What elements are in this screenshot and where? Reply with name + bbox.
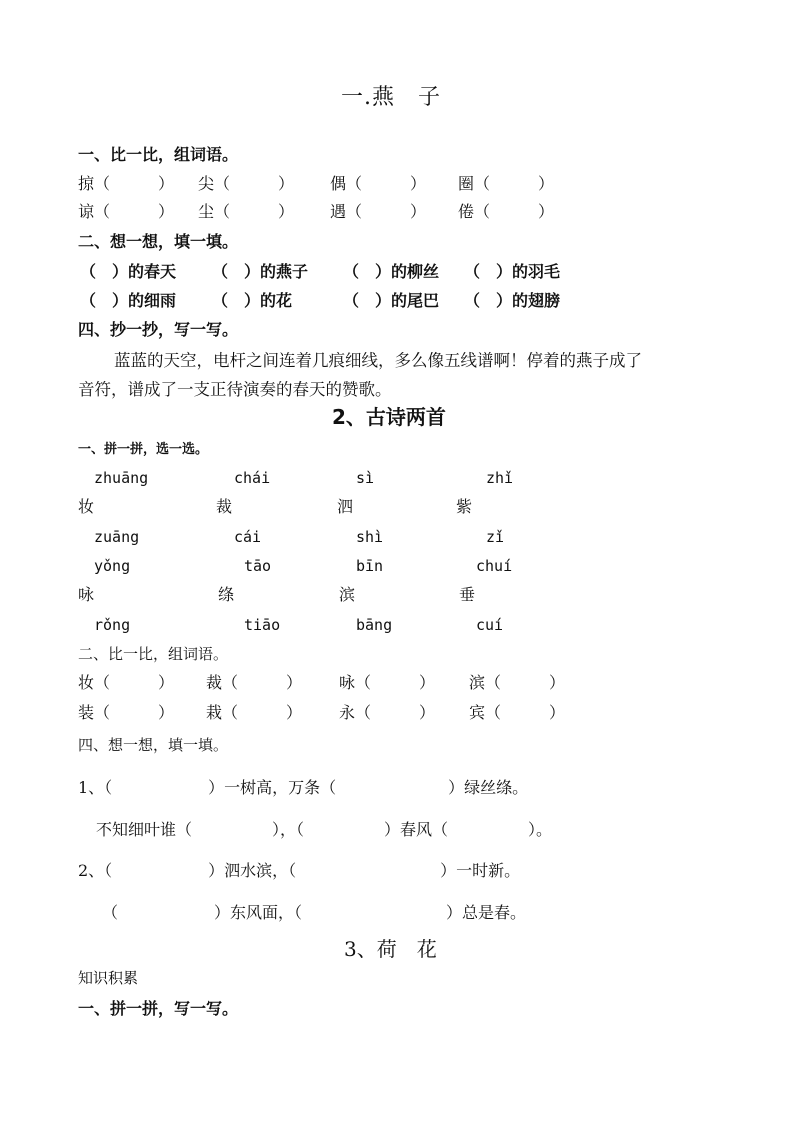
fill-blank: （ ）的羽毛	[464, 262, 561, 281]
word-pair: 裁（ ）	[206, 673, 303, 692]
lesson3-heading-pinyin: 一、拼一拼，写一写。	[78, 999, 239, 1018]
pinyin: zuāng	[94, 528, 140, 546]
fill-blank: （ ）的翅膀	[464, 291, 561, 310]
word-pair: 偶（ ）	[330, 174, 427, 193]
pinyin: zhǐ	[486, 469, 514, 487]
pinyin: tiāo	[244, 616, 281, 634]
word-pair: 圈（ ）	[458, 174, 555, 193]
lesson3-subtitle: 知识积累	[78, 969, 139, 987]
poem-line: 2、（ ）泗水滨，（ ）一时新。	[78, 861, 521, 880]
fill-blank: （ ）的春天	[80, 262, 177, 281]
copy-paragraph-line1: 蓝蓝的天空，电杆之间连着几痕细线，多么像五线谱啊！停着的燕子成了	[114, 351, 642, 370]
pinyin: tāo	[244, 557, 272, 575]
word-pair: 倦（ ）	[458, 202, 555, 221]
lesson1-heading-fill: 二、想一想，填一填。	[78, 232, 239, 251]
pinyin: rǒng	[94, 616, 131, 634]
fill-blank: （ ）的细雨	[80, 291, 177, 310]
lesson2-heading-fill: 四、想一想，填一填。	[78, 736, 229, 754]
fill-blank: （ ）的花	[212, 291, 293, 310]
word-pair: 妆（ ）	[78, 673, 175, 692]
word-pair: 遇（ ）	[330, 202, 427, 221]
word-pair: 装（ ）	[78, 703, 175, 722]
lesson2-heading-compare: 二、比一比，组词语。	[78, 645, 229, 663]
pinyin: shì	[356, 528, 384, 546]
character: 垂	[459, 585, 476, 604]
lesson1-title: 一.燕 子	[341, 85, 441, 110]
pinyin: cuí	[476, 616, 504, 634]
pinyin: zǐ	[486, 528, 505, 546]
lesson1-heading-copy: 四、抄一抄，写一写。	[78, 320, 239, 339]
fill-blank: （ ）的尾巴	[343, 291, 440, 310]
pinyin: cái	[234, 528, 262, 546]
pinyin: chuí	[476, 557, 513, 575]
pinyin: sì	[356, 469, 375, 487]
fill-blank: （ ）的柳丝	[343, 262, 440, 281]
lesson1-heading-compare: 一、比一比，组词语。	[78, 145, 239, 164]
copy-paragraph-line2: 音符，谱成了一支正待演奏的春天的赞歌。	[78, 380, 392, 399]
lesson2-title: 2、古诗两首	[332, 405, 446, 429]
character: 裁	[216, 497, 233, 516]
character: 妆	[78, 497, 95, 516]
word-pair: 尘（ ）	[198, 202, 295, 221]
character: 咏	[78, 585, 95, 604]
poem-line: 不知细叶谁（ ），（ ）春风（ ）。	[96, 820, 553, 839]
poem-line: 1、（ ）一树高，万条（ ）绿丝绦。	[78, 778, 529, 797]
word-pair: 滨（ ）	[469, 673, 566, 692]
pinyin: chái	[234, 469, 271, 487]
character: 泗	[337, 497, 354, 516]
word-pair: 咏（ ）	[339, 673, 436, 692]
lesson2-heading-pinyin: 一、拼一拼，选一选。	[78, 442, 209, 457]
word-pair: 永（ ）	[339, 703, 436, 722]
word-pair: 尖（ ）	[198, 174, 295, 193]
pinyin: zhuāng	[94, 469, 149, 487]
word-pair: 栽（ ）	[206, 703, 303, 722]
fill-blank: （ ）的燕子	[212, 262, 309, 281]
word-pair: 谅（ ）	[78, 202, 175, 221]
character: 紫	[456, 497, 473, 516]
pinyin: bāng	[356, 616, 393, 634]
poem-line: （ ）东风面，（ ）总是春。	[102, 903, 527, 922]
word-pair: 掠（ ）	[78, 174, 175, 193]
pinyin: bīn	[356, 557, 384, 575]
character: 滨	[339, 585, 356, 604]
lesson3-title: 3、荷 花	[344, 937, 437, 961]
character: 绦	[218, 585, 235, 604]
pinyin: yǒng	[94, 557, 131, 575]
word-pair: 宾（ ）	[469, 703, 566, 722]
